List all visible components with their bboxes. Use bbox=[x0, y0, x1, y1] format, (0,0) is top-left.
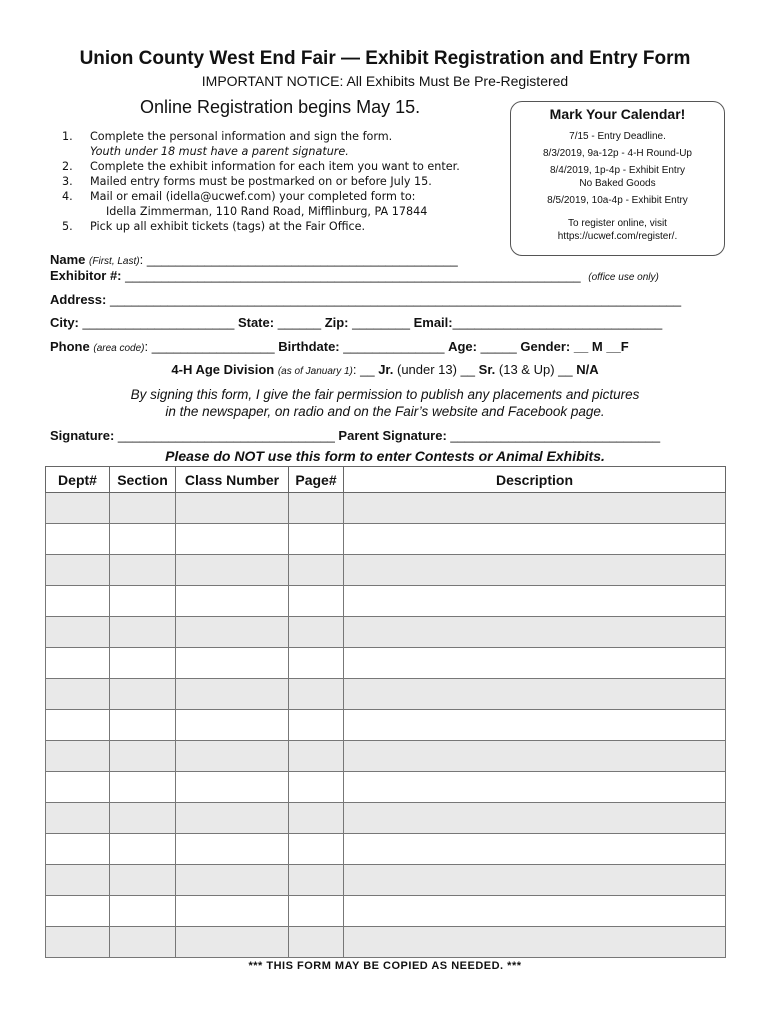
mailing-address: Idella Zimmerman, 110 Rand Road, Mifflinburg, PA 17844 bbox=[106, 205, 428, 218]
instruction-step: 4. Mail or email (idella@ucwef.com) your completed form to: Idella Zimmerman, 110 Rand Road, Mifflinburg, PA 17844 bbox=[62, 190, 428, 218]
signature-blank[interactable]: ______________________________ bbox=[114, 428, 339, 443]
entry-cell[interactable] bbox=[344, 772, 726, 803]
entry-cell[interactable] bbox=[110, 803, 176, 834]
exhibitor-field[interactable]: Exhibitor #: _______________________________________________________________ (office use only) bbox=[50, 268, 659, 283]
gender-female-option[interactable]: __F bbox=[606, 339, 629, 354]
exhibitor-blank[interactable]: _______________________________________________________________ bbox=[121, 268, 581, 283]
gender-male-option[interactable]: __ M bbox=[570, 339, 607, 354]
entry-cell[interactable] bbox=[46, 617, 110, 648]
entry-cell[interactable] bbox=[110, 710, 176, 741]
age-division-row: 4-H Age Division (as of January 1): __ Jr. (under 13) __ Sr. (13 & Up) __ N/A bbox=[171, 362, 599, 377]
register-online-note: To register online, visit https://ucwef.com/register/. bbox=[511, 217, 724, 243]
zip-blank[interactable]: ________ bbox=[348, 315, 414, 330]
column-header-dept: Dept# bbox=[46, 467, 110, 493]
entry-cell[interactable] bbox=[344, 648, 726, 679]
entry-cell[interactable] bbox=[110, 524, 176, 555]
entry-cell[interactable] bbox=[289, 834, 344, 865]
entry-cell[interactable] bbox=[289, 741, 344, 772]
entry-cell[interactable] bbox=[344, 710, 726, 741]
entry-cell[interactable] bbox=[289, 524, 344, 555]
calendar-item: 8/4/2019, 1p-4p - Exhibit Entry No Baked Goods bbox=[549, 165, 686, 189]
entry-cell[interactable] bbox=[289, 586, 344, 617]
entry-cell[interactable] bbox=[344, 679, 726, 710]
calendar-item: 8/3/2019, 9a-12p - 4-H Round-Up bbox=[543, 148, 692, 159]
age-blank[interactable]: _____ bbox=[476, 339, 521, 354]
entry-cell[interactable] bbox=[46, 927, 110, 958]
table-row bbox=[46, 741, 726, 772]
entry-cell[interactable] bbox=[289, 493, 344, 524]
column-header-page: Page# bbox=[289, 467, 344, 493]
entry-cell[interactable] bbox=[110, 896, 176, 927]
contest-warning: Please do NOT use this form to enter Contests or Animal Exhibits. bbox=[165, 448, 605, 464]
entry-cell[interactable] bbox=[344, 865, 726, 896]
phone-birth-age-gender-row: Phone (area code): _________________ Birthdate: ______________ Age: _____ Gender: __ M __F bbox=[50, 339, 629, 354]
entry-cell[interactable] bbox=[110, 555, 176, 586]
table-row bbox=[46, 586, 726, 617]
entry-cell[interactable] bbox=[176, 834, 289, 865]
entry-cell[interactable] bbox=[289, 555, 344, 586]
email-blank[interactable]: _____________________________ bbox=[452, 315, 663, 330]
entry-cell[interactable] bbox=[46, 648, 110, 679]
table-row bbox=[46, 834, 726, 865]
entry-cell[interactable] bbox=[176, 586, 289, 617]
name-field[interactable]: Name (First, Last): ___________________________________________ bbox=[50, 252, 458, 267]
entry-cell[interactable] bbox=[110, 772, 176, 803]
address-field[interactable]: Address: _______________________________________________________________________________ bbox=[50, 292, 682, 307]
instruction-step: 1. Complete the personal information and sign the form. Youth under 18 must have a parent signature. bbox=[62, 130, 393, 158]
entry-cell[interactable] bbox=[344, 834, 726, 865]
consent-statement: By signing this form, I give the fair permission to publish any placements and pictures in the newspaper, on radio and on the Fair’s website and Facebook page. bbox=[130, 387, 640, 419]
table-row bbox=[46, 493, 726, 524]
calendar-title: Mark Your Calendar! bbox=[549, 106, 686, 122]
entry-cell[interactable] bbox=[46, 679, 110, 710]
address-blank[interactable]: _______________________________________________________________________________ bbox=[106, 292, 682, 307]
entry-cell[interactable] bbox=[110, 834, 176, 865]
entry-cell[interactable] bbox=[289, 772, 344, 803]
column-header-class-number: Class Number bbox=[176, 467, 289, 493]
online-registration-note: Online Registration begins May 15. bbox=[140, 97, 421, 117]
entry-cell[interactable] bbox=[344, 524, 726, 555]
phone-blank[interactable]: : _________________ bbox=[144, 339, 279, 354]
entry-cell[interactable] bbox=[176, 710, 289, 741]
entry-cell[interactable] bbox=[176, 772, 289, 803]
entry-cell[interactable] bbox=[344, 617, 726, 648]
entry-cell[interactable] bbox=[176, 803, 289, 834]
entry-cell[interactable] bbox=[110, 617, 176, 648]
entry-cell[interactable] bbox=[289, 679, 344, 710]
entry-cell[interactable] bbox=[110, 679, 176, 710]
senior-option-blank[interactable]: (under 13) __ bbox=[393, 362, 479, 377]
entry-cell[interactable] bbox=[176, 741, 289, 772]
entry-cell[interactable] bbox=[176, 679, 289, 710]
table-row bbox=[46, 710, 726, 741]
entry-cell[interactable] bbox=[344, 927, 726, 958]
entry-cell[interactable] bbox=[110, 741, 176, 772]
copy-notice: *** THIS FORM MAY BE COPIED AS NEEDED. *** bbox=[248, 960, 522, 972]
state-blank[interactable]: ______ bbox=[274, 315, 325, 330]
calendar-item: 8/5/2019, 10a-4p - Exhibit Entry bbox=[547, 195, 688, 206]
parent-signature-blank[interactable]: _____________________________ bbox=[446, 428, 661, 443]
junior-option-blank[interactable]: : __ bbox=[352, 362, 379, 377]
entry-cell[interactable] bbox=[344, 741, 726, 772]
entry-cell[interactable] bbox=[289, 710, 344, 741]
entry-cell[interactable] bbox=[46, 586, 110, 617]
name-blank[interactable]: : ___________________________________________ bbox=[139, 252, 458, 267]
entry-cell[interactable] bbox=[289, 803, 344, 834]
entry-cell[interactable] bbox=[176, 524, 289, 555]
entry-cell[interactable] bbox=[46, 896, 110, 927]
form-title: Union County West End Fair — Exhibit Registration and Entry Form bbox=[79, 48, 691, 69]
entry-cell[interactable] bbox=[289, 865, 344, 896]
table-row bbox=[46, 648, 726, 679]
instruction-step: 5. Pick up all exhibit tickets (tags) at the Fair Office. bbox=[62, 220, 366, 233]
entry-cell[interactable] bbox=[46, 524, 110, 555]
table-row bbox=[46, 896, 726, 927]
entry-cell[interactable] bbox=[176, 927, 289, 958]
table-row bbox=[46, 772, 726, 803]
calendar-box bbox=[510, 101, 725, 256]
table-header-row bbox=[46, 467, 726, 493]
table-row bbox=[46, 524, 726, 555]
entry-cell[interactable] bbox=[46, 834, 110, 865]
entry-cell[interactable] bbox=[289, 927, 344, 958]
entry-cell[interactable] bbox=[344, 493, 726, 524]
important-notice: IMPORTANT NOTICE: All Exhibits Must Be Pre-Registered bbox=[201, 73, 569, 89]
entry-cell[interactable] bbox=[176, 865, 289, 896]
entry-cell[interactable] bbox=[46, 803, 110, 834]
table-row bbox=[46, 803, 726, 834]
signature-row: Signature: ______________________________ Parent Signature: _____________________________ bbox=[50, 428, 661, 443]
entry-cell[interactable] bbox=[46, 710, 110, 741]
entry-cell[interactable] bbox=[110, 648, 176, 679]
entry-cell[interactable] bbox=[46, 555, 110, 586]
instruction-step: 2. Complete the exhibit information for each item you want to enter. bbox=[62, 160, 460, 173]
entry-cell[interactable] bbox=[46, 493, 110, 524]
table-row bbox=[46, 865, 726, 896]
instruction-step: 3. Mailed entry forms must be postmarked on or before July 15. bbox=[62, 175, 432, 188]
table-row bbox=[46, 617, 726, 648]
city-state-zip-email-row: City: _____________________ State: ______ Zip: ________ Email:_____________________________ bbox=[50, 315, 663, 330]
entry-cell[interactable] bbox=[344, 586, 726, 617]
entry-cell[interactable] bbox=[176, 896, 289, 927]
register-link[interactable]: https://ucwef.com/register/. bbox=[557, 231, 678, 242]
entry-cell[interactable] bbox=[344, 803, 726, 834]
table-row bbox=[46, 555, 726, 586]
entry-cell[interactable] bbox=[176, 555, 289, 586]
entry-cell[interactable] bbox=[176, 493, 289, 524]
entry-cell[interactable] bbox=[289, 617, 344, 648]
entry-cell[interactable] bbox=[110, 927, 176, 958]
column-header-section: Section bbox=[110, 467, 176, 493]
entry-cell[interactable] bbox=[110, 865, 176, 896]
table-row bbox=[46, 679, 726, 710]
calendar-item: 7/15 - Entry Deadline. bbox=[569, 131, 666, 142]
birthdate-blank[interactable]: ______________ bbox=[339, 339, 449, 354]
entry-cell[interactable] bbox=[46, 772, 110, 803]
instructions-list bbox=[62, 129, 502, 234]
entry-cell[interactable] bbox=[110, 493, 176, 524]
entry-cell[interactable] bbox=[46, 865, 110, 896]
entry-cell[interactable] bbox=[110, 586, 176, 617]
instruction-subnote: Youth under 18 must have a parent signature. bbox=[90, 145, 349, 158]
entry-cell[interactable] bbox=[46, 741, 110, 772]
na-option-blank[interactable]: (13 & Up) __ bbox=[495, 362, 577, 377]
entry-cell[interactable] bbox=[344, 555, 726, 586]
entry-cell[interactable] bbox=[176, 648, 289, 679]
city-blank[interactable]: _____________________ bbox=[78, 315, 238, 330]
column-header-description: Description bbox=[344, 467, 726, 493]
entry-cell[interactable] bbox=[289, 648, 344, 679]
table-row bbox=[46, 927, 726, 958]
exhibit-entry-table bbox=[45, 466, 726, 958]
entry-cell[interactable] bbox=[344, 896, 726, 927]
entry-cell[interactable] bbox=[176, 617, 289, 648]
entry-cell[interactable] bbox=[289, 896, 344, 927]
